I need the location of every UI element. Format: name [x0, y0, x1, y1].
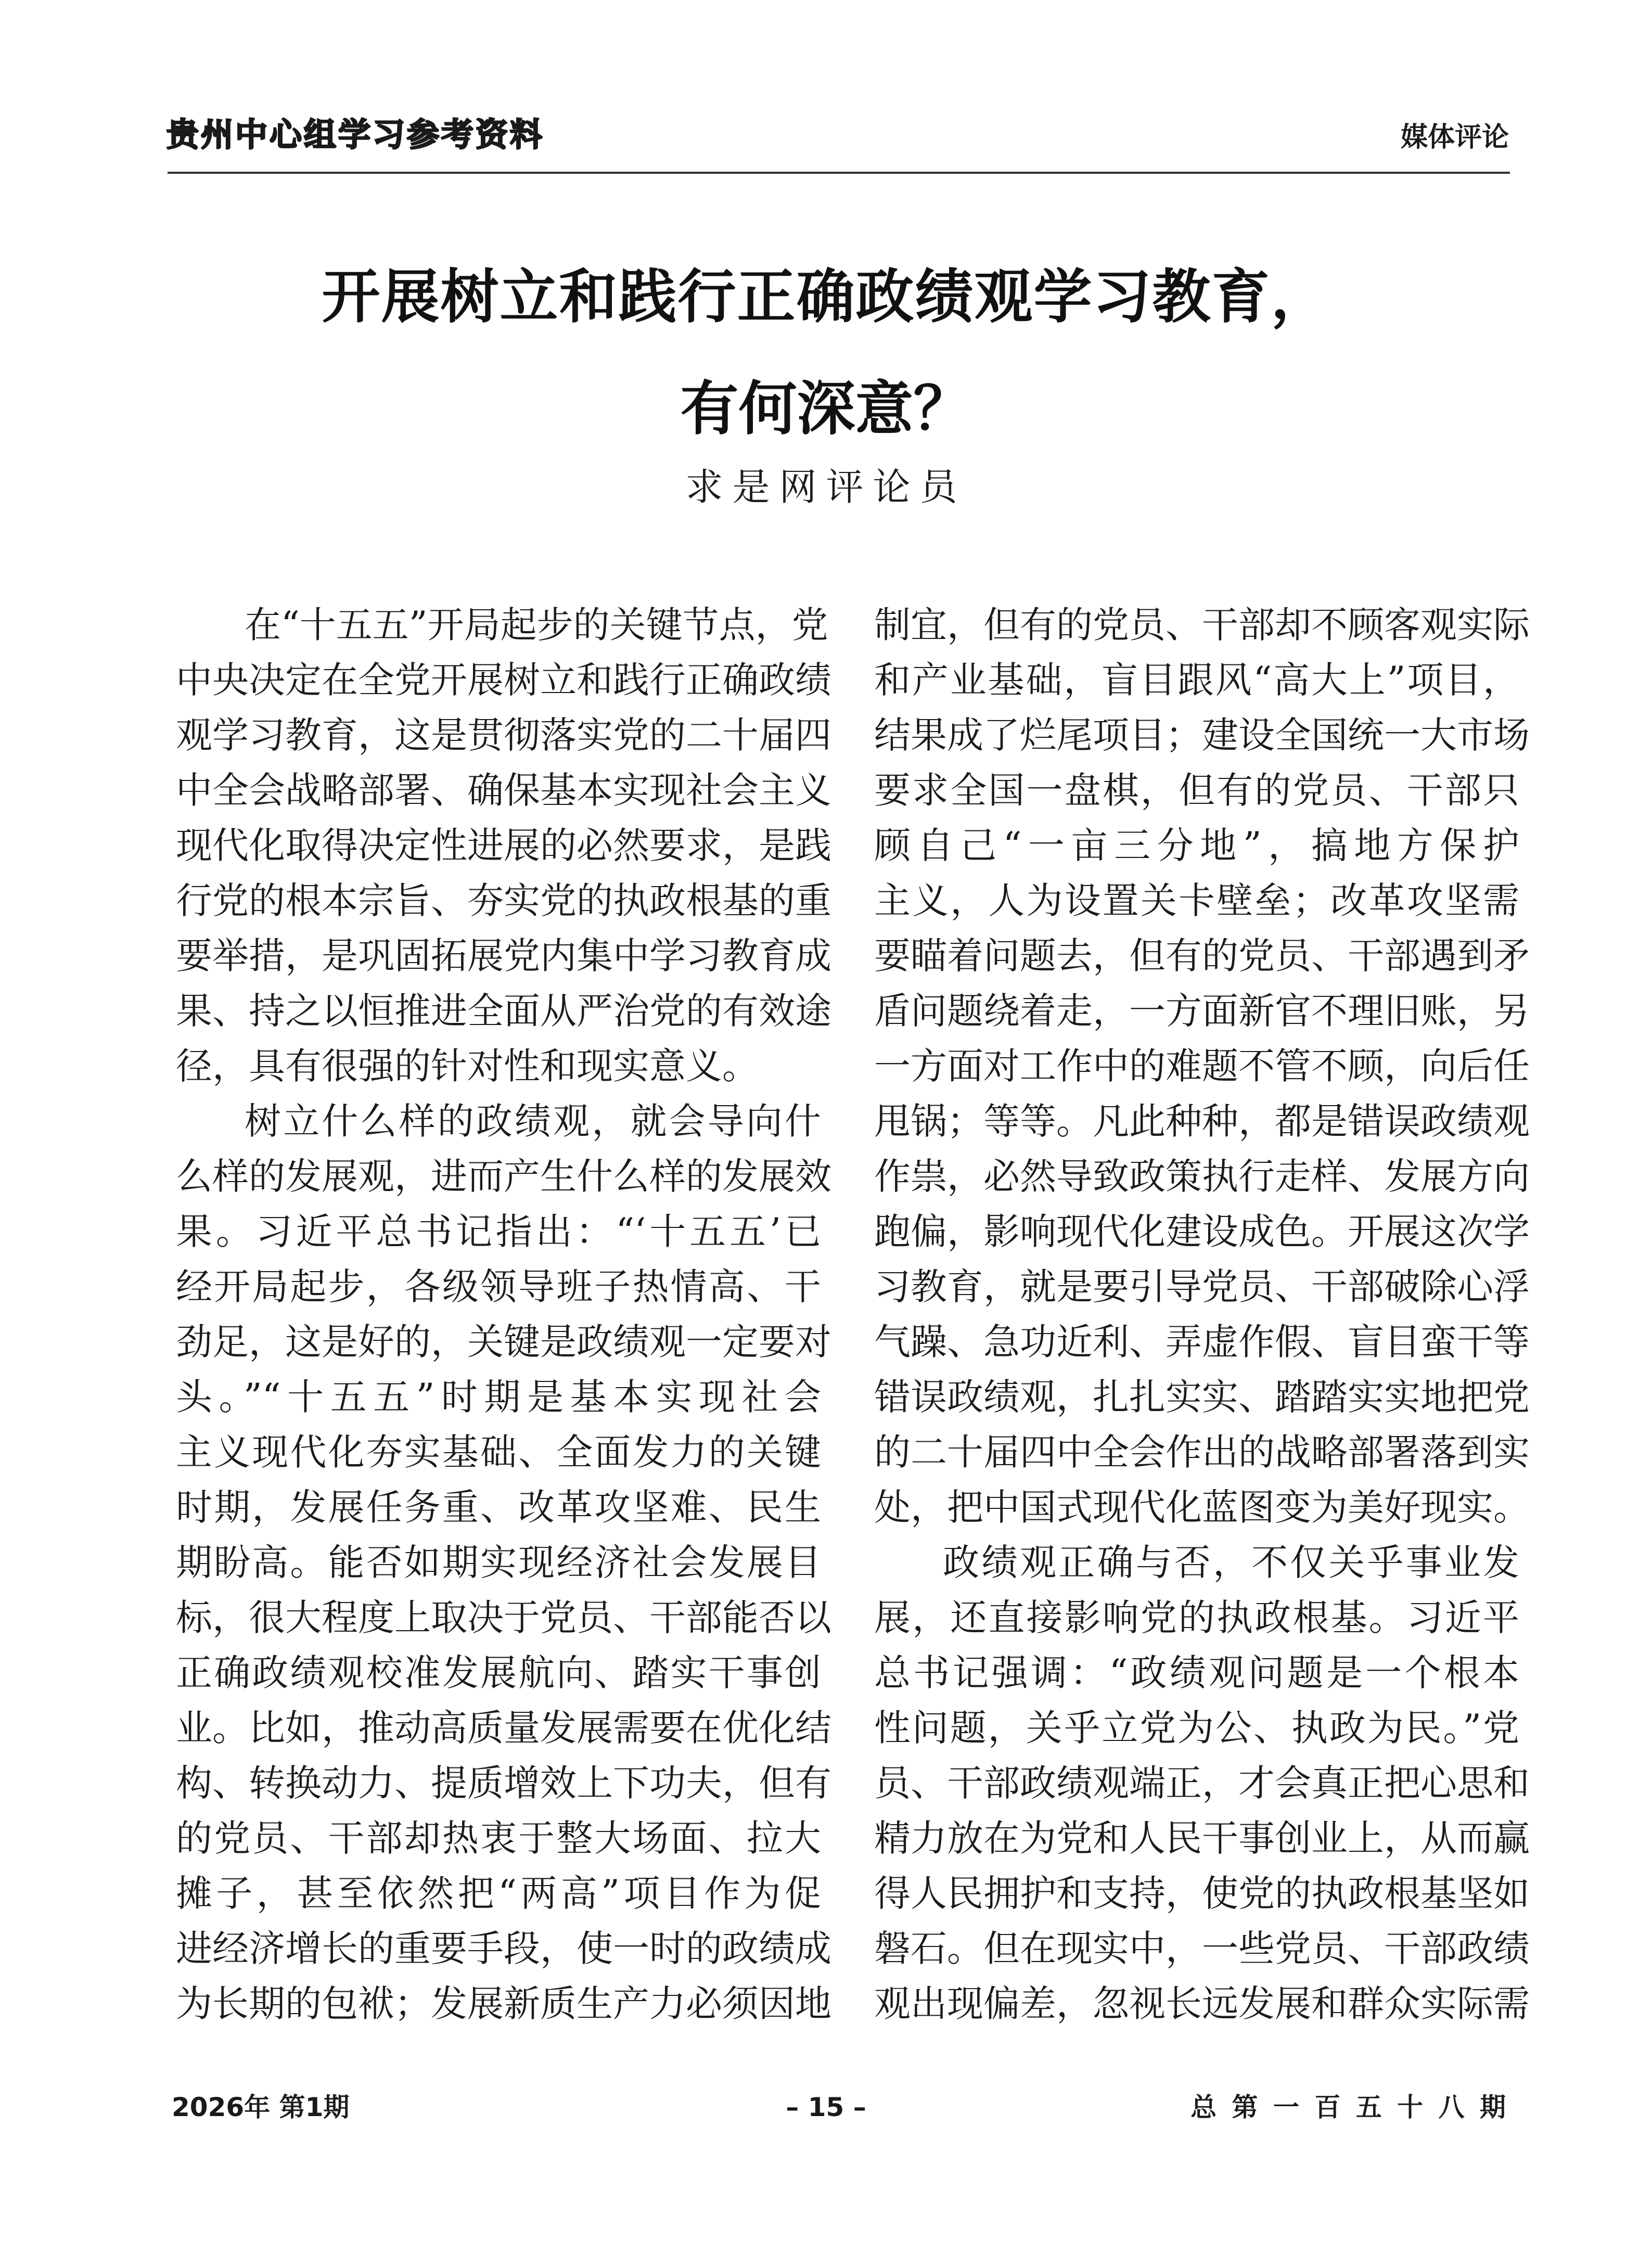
- body-text-line: 结果成了烂尾项目；建设全国统一大市场: [874, 714, 1530, 757]
- body-text-line: 中央决定在全党开展树立和践行正确政绩: [176, 659, 831, 701]
- article-column-right: [874, 597, 1530, 2031]
- body-text-line: 总书记强调：“政绩观问题是一个根本: [874, 1651, 1519, 1694]
- body-text-line: 进经济增长的重要手段，使一时的政绩成: [176, 1927, 831, 1970]
- body-text-line: 主义，人为设置关卡壁垒；改革攻坚需: [874, 879, 1519, 922]
- body-text-line: 标，很大程度上取决于党员、干部能否以: [176, 1596, 831, 1639]
- body-text-line: 错误政绩观，扎扎实实、踏踏实实地把党: [874, 1376, 1530, 1418]
- body-text-line: 甩锅；等等。凡此种种，都是错误政绩观: [874, 1100, 1530, 1143]
- body-text-line: 要求全国一盘棋，但有的党员、干部只: [874, 769, 1519, 812]
- body-text-line: 员、干部政绩观端正，才会真正把心思和: [874, 1762, 1530, 1804]
- body-text-line: 时期，发展任务重、改革攻坚难、民生: [176, 1486, 821, 1529]
- body-text-line: 行党的根本宗旨、夯实党的执政根基的重: [176, 879, 831, 922]
- body-text-line: 磐石。但在现实中，一些党员、干部政绩: [874, 1927, 1530, 1970]
- body-text-line: 果。习近平总书记指出：“‘十五五’已: [176, 1210, 821, 1253]
- header-divider: [168, 172, 1510, 174]
- article-title-line-1: 开展树立和践行正确政绩观学习教育，: [322, 263, 1330, 331]
- body-text-line: 观出现偏差，忽视长远发展和群众实际需: [874, 1982, 1530, 2025]
- body-text-line: 要举措，是巩固拓展党内集中学习教育成: [176, 934, 831, 977]
- body-text-line: 气躁、急功近利、弄虚作假、盲目蛮干等: [874, 1321, 1530, 1363]
- body-text-line: 么样的发展观，进而产生什么样的发展效: [176, 1155, 831, 1198]
- body-text-line: 构、转换动力、提质增效上下功夫，但有: [176, 1762, 831, 1804]
- article-column-left: [176, 597, 831, 2031]
- body-text-line: 盾问题绕着走，一方面新官不理旧账，另: [874, 990, 1530, 1032]
- body-text-line: 观学习教育，这是贯彻落实党的二十届四: [176, 714, 831, 757]
- body-text-line: 头。”“十五五”时期是基本实现社会: [176, 1376, 821, 1418]
- body-text-line: 摊子，甚至依然把“两高”项目作为促: [176, 1872, 821, 1915]
- body-text-line: 业。比如，推动高质量发展需要在优化结: [176, 1707, 831, 1749]
- body-text-line: 顾自己“一亩三分地”，搞地方保护: [874, 824, 1519, 867]
- article-byline: 求是网评论员: [685, 465, 967, 509]
- body-text-line: 的党员、干部却热衷于整大场面、拉大: [176, 1817, 821, 1860]
- body-text-line: 制宜，但有的党员、干部却不顾客观实际: [874, 604, 1530, 646]
- body-text-line: 经开局起步，各级领导班子热情高、干: [176, 1265, 821, 1308]
- body-text-line: 展，还直接影响党的执政根基。习近平: [874, 1596, 1519, 1639]
- body-text-line: 在“十五五”开局起步的关键节点，党: [245, 604, 828, 646]
- body-text-line: 得人民拥护和支持，使党的执政根基坚如: [874, 1872, 1530, 1915]
- body-text-line: 径，具有很强的针对性和现实意义。: [176, 1045, 759, 1087]
- body-text-line: 政绩观正确与否，不仅关乎事业发: [943, 1541, 1519, 1584]
- body-text-line: 现代化取得决定性进展的必然要求，是践: [176, 824, 831, 867]
- body-text-line: 习教育，就是要引导党员、干部破除心浮: [874, 1265, 1530, 1308]
- body-text-line: 期盼高。能否如期实现经济社会发展目: [176, 1541, 821, 1584]
- body-text-line: 性问题，关乎立党为公、执政为民。”党: [874, 1707, 1519, 1749]
- body-text-line: 和产业基础，盲目跟风“高大上”项目，: [874, 659, 1519, 701]
- masthead-title: 贵州中心组学习参考资料: [167, 116, 545, 153]
- body-text-line: 劲足，这是好的，关键是政绩观一定要对: [176, 1321, 831, 1363]
- body-text-line: 主义现代化夯实基础、全面发力的关键: [176, 1431, 821, 1474]
- body-text-line: 为长期的包袱；发展新质生产力必须因地: [176, 1982, 831, 2025]
- article-title-line-2: 有何深意？: [680, 375, 972, 443]
- footer-issue: 2026年 第1期: [172, 2092, 350, 2122]
- body-text-line: 精力放在为党和人民干事创业上，从而赢: [874, 1817, 1530, 1860]
- body-text-line: 一方面对工作中的难题不管不顾，向后任: [874, 1045, 1530, 1087]
- footer-total-issue: 总 第 一 百 五 十 八 期: [1190, 2092, 1509, 2122]
- body-text-line: 果、持之以恒推进全面从严治党的有效途: [176, 990, 831, 1032]
- body-text-line: 处，把中国式现代化蓝图变为美好现实。: [874, 1486, 1530, 1529]
- body-text-line: 要瞄着问题去，但有的党员、干部遇到矛: [874, 934, 1530, 977]
- body-text-line: 的二十届四中全会作出的战略部署落到实: [874, 1431, 1530, 1474]
- footer-page-number: – 15 –: [786, 2092, 866, 2122]
- body-text-line: 树立什么样的政绩观，就会导向什: [245, 1100, 821, 1143]
- body-text-line: 中全会战略部署、确保基本实现社会主义: [176, 769, 831, 812]
- section-label: 媒体评论: [1400, 122, 1509, 153]
- body-text-line: 正确政绩观校准发展航向、踏实干事创: [176, 1651, 821, 1694]
- body-text-line: 跑偏，影响现代化建设成色。开展这次学: [874, 1210, 1530, 1253]
- body-text-line: 作祟，必然导致政策执行走样、发展方向: [874, 1155, 1530, 1198]
